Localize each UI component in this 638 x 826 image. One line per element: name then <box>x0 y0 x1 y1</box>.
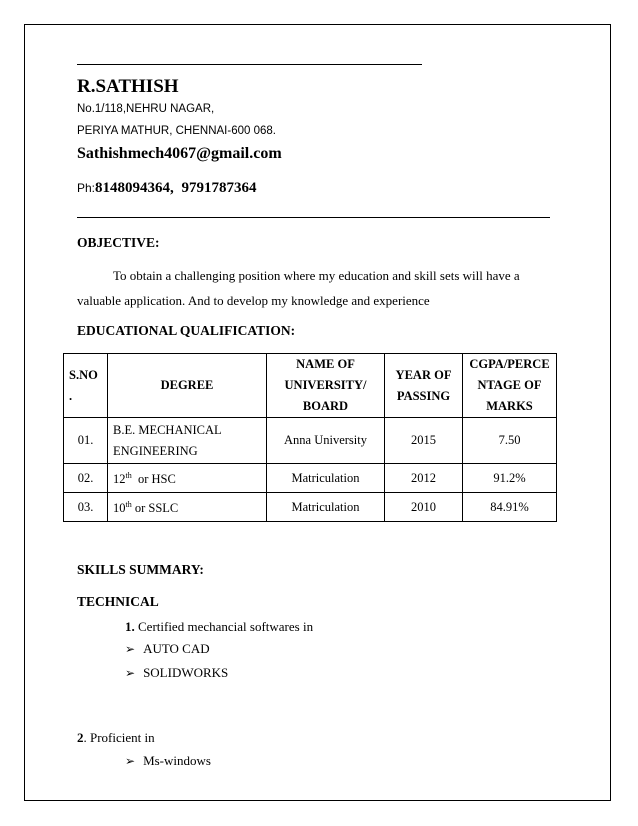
degree-name: or SSLC <box>131 501 179 516</box>
header-divider <box>77 217 550 218</box>
skills-heading: SKILLS SUMMARY: <box>77 562 204 577</box>
objective-heading: OBJECTIVE: <box>77 235 160 250</box>
list-item <box>125 753 211 769</box>
arrow-bullet-icon: ➢ <box>125 754 136 768</box>
email-address: Sathishmech4067@gmail.com <box>77 145 282 162</box>
cell-year: 2012 <box>385 464 463 493</box>
cell-marks: 91.2% <box>463 464 557 493</box>
list-item <box>125 665 228 681</box>
technical-heading: TECHNICAL <box>77 594 159 609</box>
table-row <box>64 418 557 464</box>
degree-number: 10 <box>113 501 126 516</box>
cell-year: 2010 <box>385 493 463 522</box>
skill-item-1-number: 1. <box>125 619 135 634</box>
cell-year: 2015 <box>385 418 463 464</box>
list-item-text: AUTO CAD <box>143 641 210 656</box>
cell-sno: 03. <box>64 493 108 522</box>
cell-board: Matriculation <box>267 464 385 493</box>
degree-superscript: th <box>125 500 132 510</box>
degree-superscript: th <box>125 471 132 481</box>
objective-text: To obtain a challenging position where my education and skill sets will have a valuable application. And to develop my knowledge and experience <box>77 268 520 308</box>
degree-name: or HSC <box>131 472 176 487</box>
list-item <box>125 641 210 657</box>
top-rule <box>77 64 422 65</box>
col-header-university: NAME OF UNIVERSITY/ BOARD <box>267 354 385 418</box>
degree-number: 12 <box>113 472 126 487</box>
phone-numbers: 8148094364, 9791787364 <box>95 180 257 196</box>
list-item-text: Ms-windows <box>143 753 211 768</box>
cell-sno: 02. <box>64 464 108 493</box>
arrow-bullet-icon: ➢ <box>125 666 136 680</box>
table-header-row <box>64 354 557 418</box>
candidate-name: R.SATHISH <box>77 76 179 97</box>
cell-board: Anna University <box>267 418 385 464</box>
phone-label: Ph: <box>77 181 96 195</box>
col-header-marks: CGPA/PERCE NTAGE OF MARKS <box>463 354 557 418</box>
col-header-year: YEAR OF PASSING <box>385 354 463 418</box>
table-row <box>64 464 557 493</box>
cell-sno: 01. <box>64 418 108 464</box>
skill-item-2 <box>77 730 155 746</box>
col-header-sno-text: S.NO . <box>69 367 98 403</box>
skill-item-1-text: Certified mechancial softwares in <box>134 619 314 634</box>
skill-item-2-text: . Proficient in <box>83 730 155 745</box>
education-heading: EDUCATIONAL QUALIFICATION: <box>77 323 296 338</box>
skill-item-1 <box>125 619 313 635</box>
phone-line <box>77 180 257 197</box>
address-line-1: No.1/118,NEHRU NAGAR, <box>77 103 215 115</box>
cell-degree: B.E. MECHANICAL ENGINEERING <box>108 418 267 464</box>
cell-marks: 84.91% <box>463 493 557 522</box>
col-header-degree: DEGREE <box>108 354 267 418</box>
address-line-2: PERIYA MATHUR, CHENNAI-600 068. <box>77 125 276 137</box>
cell-marks: 7.50 <box>463 418 557 464</box>
cell-degree <box>108 493 267 522</box>
cell-board: Matriculation <box>267 493 385 522</box>
arrow-bullet-icon: ➢ <box>125 642 136 656</box>
table-row <box>64 493 557 522</box>
cell-degree <box>108 464 267 493</box>
education-table <box>63 353 557 522</box>
skill-item-2-number: 2 <box>77 730 84 745</box>
list-item-text: SOLIDWORKS <box>143 665 229 680</box>
col-header-sno <box>64 354 108 418</box>
